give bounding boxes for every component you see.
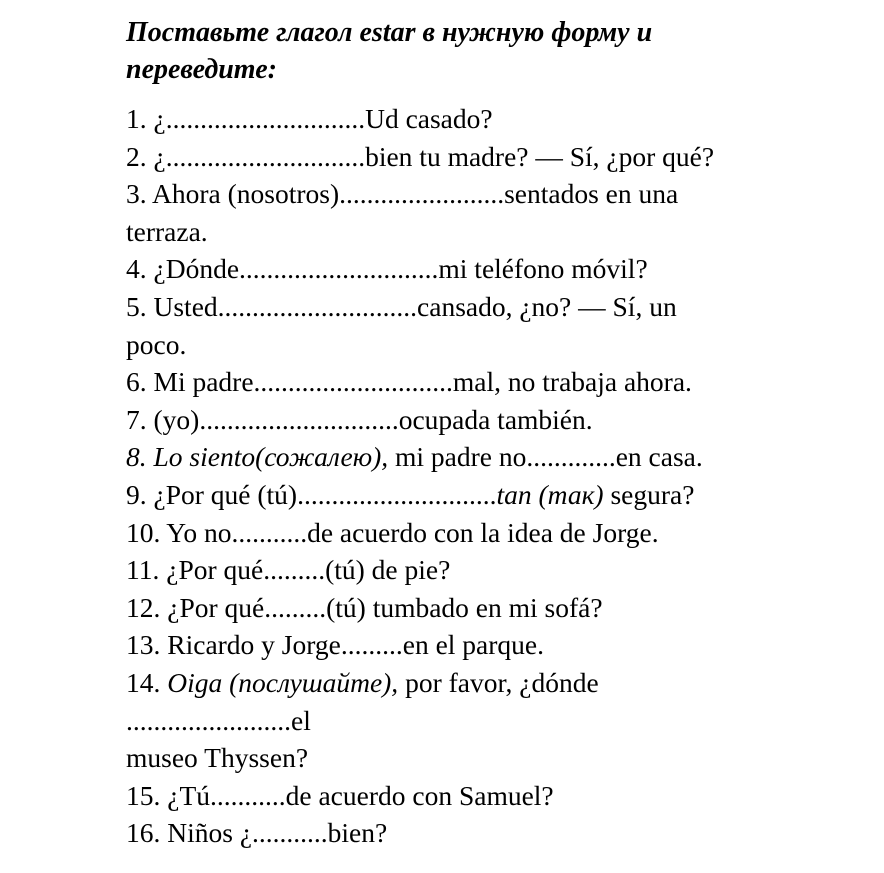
exercise-text: Usted.............................cansado, ¿no? — Sí, un xyxy=(153,290,677,322)
exercise-text: mi padre no.............en casa. xyxy=(395,441,703,473)
exercise-10 xyxy=(126,514,856,552)
exercise-italic-phrase: Oiga (послушайте), xyxy=(167,666,399,698)
exercise-4 xyxy=(126,250,856,288)
exercise-text: por favor, ¿dónde xyxy=(405,666,599,698)
exercise-7 xyxy=(126,401,856,439)
exercise-number: 3. xyxy=(126,178,147,210)
exercise-14-continuation-2: museo Thyssen? xyxy=(126,742,309,774)
exercise-number: 15. xyxy=(126,779,161,811)
exercise-text-after: segura? xyxy=(610,478,695,510)
exercise-text: ¿.............................bien tu madre? — Sí, ¿por qué? xyxy=(153,140,715,172)
exercise-number: 7. xyxy=(126,403,147,435)
title-line-1: Поставьте глагол estar в нужную форму и xyxy=(126,17,653,48)
exercise-14-continuation: ........................el xyxy=(126,704,311,736)
exercise-12 xyxy=(126,589,856,627)
exercise-number: 9. xyxy=(126,478,147,510)
title-line-2: переведите: xyxy=(126,54,277,85)
exercise-3 xyxy=(126,175,856,213)
exercise-number: 1. xyxy=(126,103,147,134)
exercise-5-continuation: poco. xyxy=(126,328,187,360)
exercise-6 xyxy=(126,363,856,401)
exercise-italic-phrase: Lo siento(сожалею), xyxy=(153,441,389,473)
exercise-number: 5. xyxy=(126,290,147,322)
exercise-16 xyxy=(126,814,856,852)
exercise-list xyxy=(126,100,856,852)
exercise-text: ¿.............................Ud casado? xyxy=(153,103,493,134)
exercise-text: ¿Dónde.............................mi teléfono móvil? xyxy=(153,253,648,285)
exercise-11 xyxy=(126,551,856,589)
exercise-number: 4. xyxy=(126,253,147,285)
exercise-text-before: ¿Por qué (tú)............................. xyxy=(153,478,497,510)
worksheet-title xyxy=(126,14,846,88)
exercise-text: Ahora (nosotros)........................sentados en una xyxy=(151,178,679,210)
exercise-italic-phrase: tan (так) xyxy=(496,478,604,510)
exercise-2 xyxy=(126,138,856,176)
exercise-8 xyxy=(126,438,856,476)
exercise-text: ¿Por qué.........(tú) de pie? xyxy=(166,554,451,586)
exercise-text: Mi padre.............................mal, no trabaja ahora. xyxy=(153,366,692,398)
exercise-15 xyxy=(126,777,856,815)
exercise-number: 16. xyxy=(126,817,161,849)
exercise-3-continuation: terraza. xyxy=(126,215,208,247)
exercise-5 xyxy=(126,288,856,326)
exercise-text: (yo).............................ocupada también. xyxy=(153,403,593,435)
exercise-number: 14. xyxy=(126,666,161,698)
exercise-1 xyxy=(126,100,856,138)
exercise-9 xyxy=(126,476,856,514)
exercise-number: 2. xyxy=(126,140,147,172)
exercise-number: 12. xyxy=(126,591,161,623)
exercise-number: 13. xyxy=(126,629,161,661)
exercise-text: Ricardo y Jorge.........en el parque. xyxy=(167,629,544,661)
exercise-number: 8. xyxy=(126,441,147,473)
exercise-text: Niños ¿...........bien? xyxy=(167,817,388,849)
exercise-13 xyxy=(126,626,856,664)
exercise-14 xyxy=(126,664,856,702)
exercise-text: ¿Por qué.........(tú) tumbado en mi sofá? xyxy=(167,591,603,623)
exercise-number: 6. xyxy=(126,366,147,398)
exercise-number: 10. xyxy=(126,516,161,548)
exercise-text: ¿Tú...........de acuerdo con Samuel? xyxy=(167,779,554,811)
exercise-text: Yo no...........de acuerdo con la idea de Jorge. xyxy=(166,516,659,548)
exercise-number: 11. xyxy=(126,554,160,586)
